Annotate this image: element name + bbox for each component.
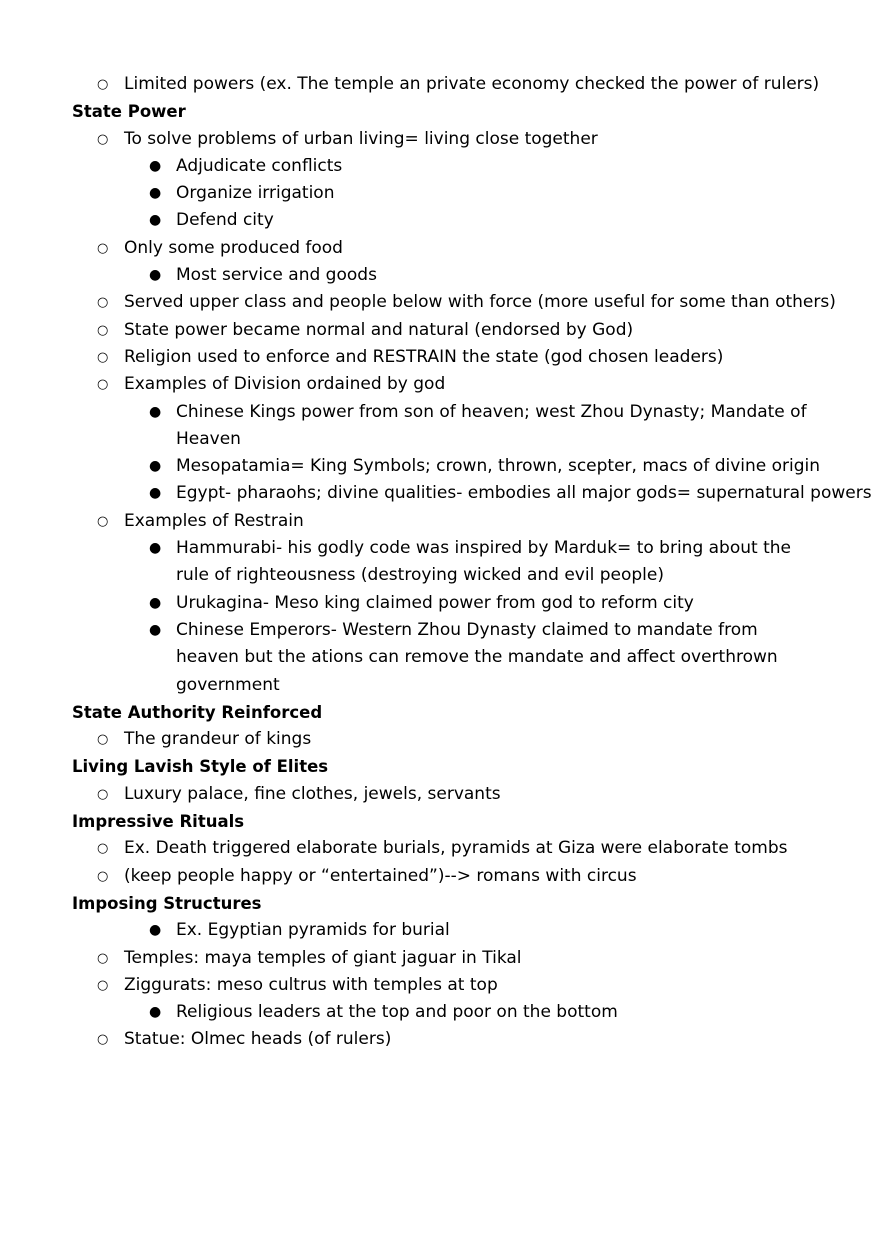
section-heading: Living Lavish Style of Elites xyxy=(72,757,329,777)
hollow-circle-bullet-icon: ○ xyxy=(97,322,109,338)
filled-circle-bullet-icon: ● xyxy=(149,157,162,174)
hollow-circle-bullet-icon: ○ xyxy=(97,950,109,966)
section-heading: State Power xyxy=(72,102,186,122)
list-item: ○ Temples: maya temples of giant jaguar in Tikal xyxy=(0,945,880,972)
sub-list-item: ● Adjudicate conflicts xyxy=(0,153,880,180)
sub-list-item: ● Chinese Kings power from son of heaven; west Zhou Dynasty; Mandate of Heaven xyxy=(0,399,880,454)
list-item: ○ Examples of Division ordained by god xyxy=(0,371,880,398)
sub-list-item: ● Most service and goods xyxy=(0,262,880,289)
hollow-circle-bullet-icon: ○ xyxy=(97,77,109,92)
hollow-circle-bullet-icon: ○ xyxy=(97,732,109,748)
filled-circle-bullet-icon: ● xyxy=(149,212,162,229)
document-page xyxy=(0,71,880,1054)
sub-list-item: ● Organize irrigation xyxy=(0,180,880,207)
sub-list-item: ● Ex. Egyptian pyramids for burial xyxy=(0,917,880,944)
list-item: ○ Ex. Death triggered elaborate burials, pyramids at Giza were elaborate tombs xyxy=(0,835,880,862)
sub-list-item: ● Egypt- pharaohs; divine qualities- embodies all major gods= supernatural powers xyxy=(0,480,880,507)
hollow-circle-bullet-icon: ○ xyxy=(97,841,109,857)
filled-circle-bullet-icon: ● xyxy=(149,185,162,202)
sub-list-item: ● Defend city xyxy=(0,207,880,234)
list-item: ○ Luxury palace, fine clothes, jewels, servants xyxy=(0,781,880,808)
list-item: ○ Limited powers (ex. The temple an private economy checked the power of rulers) xyxy=(0,71,880,98)
section-heading: Imposing Structures xyxy=(72,893,262,913)
filled-circle-bullet-icon: ● xyxy=(149,403,162,420)
list-item: ○ Served upper class and people below with force (more useful for some than others) xyxy=(0,289,880,316)
list-item: ○ (keep people happy or “entertained”)--> romans with circus xyxy=(0,863,880,890)
sub-list-item: ● Hammurabi- his godly code was inspired by Marduk= to bring about the rule of righteousness (destroying wicked and evil people) xyxy=(0,535,880,590)
section-heading: Impressive Rituals xyxy=(72,812,245,832)
list-item: ○ To solve problems of urban living= living close together xyxy=(0,126,880,153)
filled-circle-bullet-icon: ● xyxy=(149,267,162,284)
hollow-circle-bullet-icon: ○ xyxy=(97,1032,109,1048)
hollow-circle-bullet-icon: ○ xyxy=(97,295,109,311)
list-item: ○ Religion used to enforce and RESTRAIN the state (god chosen leaders) xyxy=(0,344,880,371)
hollow-circle-bullet-icon: ○ xyxy=(97,868,109,884)
filled-circle-bullet-icon: ● xyxy=(149,458,162,475)
hollow-circle-bullet-icon: ○ xyxy=(97,240,109,256)
section-heading: State Authority Reinforced xyxy=(72,702,323,722)
hollow-circle-bullet-icon: ○ xyxy=(97,513,109,529)
hollow-circle-bullet-icon: ○ xyxy=(97,377,109,393)
filled-circle-bullet-icon: ● xyxy=(149,1004,162,1021)
filled-circle-bullet-icon: ● xyxy=(149,922,162,939)
filled-circle-bullet-icon: ● xyxy=(149,621,162,638)
hollow-circle-bullet-icon: ○ xyxy=(97,977,109,993)
hollow-circle-bullet-icon: ○ xyxy=(97,786,109,802)
list-item: ○ Statue: Olmec heads (of rulers) xyxy=(0,1026,880,1053)
list-item: ○ Examples of Restrain xyxy=(0,508,880,535)
hollow-circle-bullet-icon: ○ xyxy=(97,131,109,147)
hollow-circle-bullet-icon: ○ xyxy=(97,349,109,365)
sub-list-item: ● Religious leaders at the top and poor on the bottom xyxy=(0,999,880,1026)
filled-circle-bullet-icon: ● xyxy=(149,540,162,557)
filled-circle-bullet-icon: ● xyxy=(149,594,162,611)
sub-list-item: ● Chinese Emperors- Western Zhou Dynasty claimed to mandate from heaven but the ations can remove the mandate and affect overthrown government xyxy=(0,617,880,699)
list-item: ○ The grandeur of kings xyxy=(0,726,880,753)
sub-list-item: ● Urukagina- Meso king claimed power from god to reform city xyxy=(0,590,880,617)
list-item: ○ Ziggurats: meso cultrus with temples at top xyxy=(0,972,880,999)
sub-list-item: ● Mesopatamia= King Symbols; crown, thrown, scepter, macs of divine origin xyxy=(0,453,880,480)
filled-circle-bullet-icon: ● xyxy=(149,485,162,502)
list-item: ○ State power became normal and natural (endorsed by God) xyxy=(0,317,880,344)
list-item: ○ Only some produced food xyxy=(0,235,880,262)
